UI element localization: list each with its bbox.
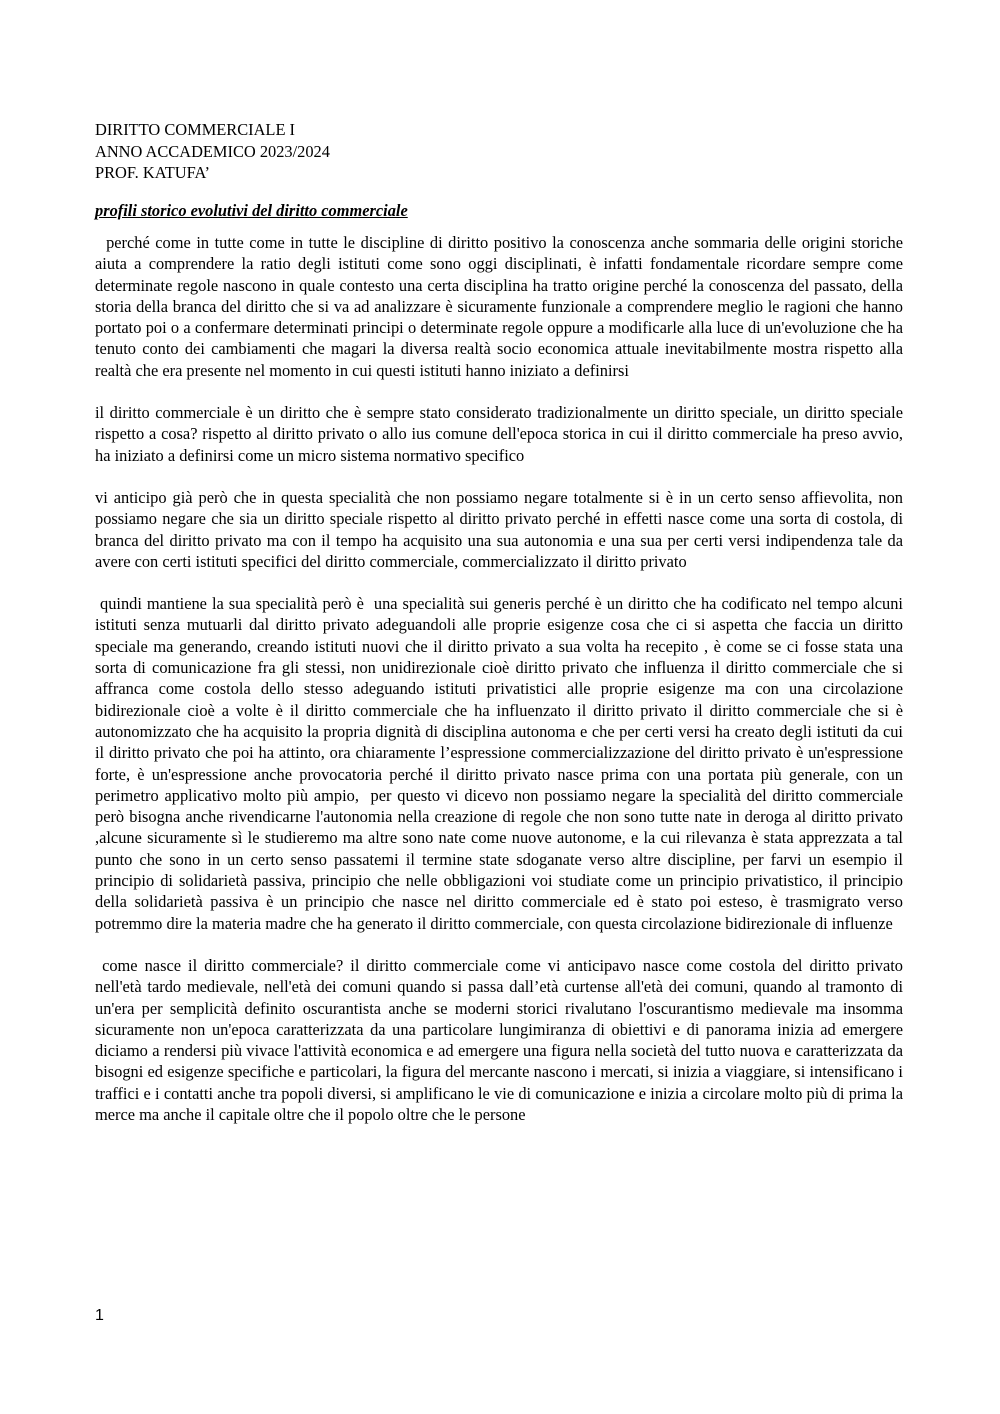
academic-year: ANNO ACCADEMICO 2023/2024 <box>95 141 330 161</box>
page-content <box>95 119 912 1142</box>
paragraph-4: quindi mantiene la sua specialità però è una specialità sui generis perché è un diritto che ha codificato nel tempo alcuni istituti senza mutuarli dal diritto privato adeguandoli alle proprie esigenze cosa che ci si aspetta che faccia un diritto speciale ma generando, creando istituti nuovi che il diritto privato a sua volta ha recepito , è come se ci fosse stata una sorta di comunicazione fra gli stessi, non unidirezionale cioè diritto privato che influenza il diritto commerciale che si affranca come costola dello stesso adeguando istituti privatistici alle proprie esigenze ma con una circolazione bidirezionale cioè a volte è il diritto commerciale che ha influenzato il diritto privato il diritto commerciale che si è autonomizzato che ha acquisito la propria dignità di disciplina autonoma e che per certi versi ha creato degli istituti da cui il diritto privato che poi ha attinto, ora chiaramente l’espressione commercializzazione del diritto privato è un'espressione forte, è un'espressione anche provocatoria perché il diritto privato nasce prima con una portata più generale, con un perimetro applicativo molto più ampio, per questo vi dicevo non possiamo negare la specialità del diritto commerciale però bisogna anche rivendicarne l'autonomia nella creazione di regole che non sono tutte nate in deroga al diritto privato ,alcune sicuramente sì le studieremo ma altre sono nate come nuove autonome, e la cui rilevanza è stata apprezzata a tal punto che sono in un certo senso passatemi il termine state sdoganate verso altre discipline, per farvi un esempio il principio di solidarietà passiva, principio che nelle obbligazioni voi studiate come un principio privatistico, il principio della solidarietà passiva è un principio che nasce nel diritto commerciale ed è stato poi esteso, è trasmigrato verso potremmo dire la materia madre che ha generato il diritto commerciale, con questa circolazione bidirezionale di influenze <box>95 594 912 933</box>
page-number: 1 <box>95 1307 104 1324</box>
paragraph-3: vi anticipo già però che in questa specialità che non possiamo negare totalmente si è in un certo senso affievolita, non possiamo negare che sia un diritto speciale rispetto al diritto privato perché in effetti nasce come una sorta di costola, di branca del diritto privato ma con il tempo ha acquisito una sua autonomia e una sua per certi versi indipendenza tale da avere con certi istituti specifici del diritto commerciale, commercializzato il diritto privato <box>95 487 908 571</box>
course-title: DIRITTO COMMERCIALE I <box>95 120 296 139</box>
professor-name: PROF. KATUFA’ <box>95 163 210 182</box>
section-subtitle: profili storico evolutivi del diritto commerciale <box>95 200 408 220</box>
paragraph-1: perché come in tutte come in tutte le discipline di diritto positivo la conoscenza anche sommaria delle origini storiche aiuta a comprendere la ratio degli istituti come sono oggi disciplinati, è infatti fondamentale ricordare sempre come determinate regole nascono in quale contesto una certa disciplina ha tratto origine perché la conoscenza del passato, della storia della branca del diritto che si va ad analizzare è sicuramente funzionale a comprendere meglio le ragioni che hanno portato poi o a confermare determinati principi o determinate regole oppure a modificarle alla luce di un'evoluzione che ha tenuto conto dei cambiamenti che magari la diversa realtà socio economica attuale inevitabilmente mostra rispetto alla realtà che era presente nel momento in cui questi istituti hanno iniziato a definirsi <box>95 233 908 380</box>
paragraph-2: il diritto commerciale è un diritto che è sempre stato considerato tradizionalmente un diritto speciale, un diritto speciale rispetto a cosa? rispetto al diritto privato o allo ius comune dell'epoca storica in cui il diritto commerciale ha preso avvio, ha iniziato a definirsi come un micro sistema normativo specifico <box>95 403 908 465</box>
paragraph-5: come nasce il diritto commerciale? il diritto commerciale come vi anticipavo nasce come costola del diritto privato nell'età tardo medievale, nell'età dei comuni quando si passa dall’età curtense all'età dei comuni, quando al tramonto di un'era per semplicità definito oscurantista anche se moderni storici rivalutano l'oscurantismo medievale ma insomma sicuramente non un'epoca caratterizzata da una particolare lungimiranza di obiettivi e di panorama inizia ad emergere diciamo a rendersi più vivace l'attività economica e ad emergere una figura nella società del tutto nuova e caratterizzata da bisogni ed esigenze specifiche e particolari, la figura del mercante nascono i mercati, si inizia a viaggiare, si intensificano i traffici e i contatti anche tra popoli diversi, si amplificano le vie di comunicazione e inizia a circolare molto più di prima la merce ma anche il capitale oltre che il popolo oltre che le persone <box>95 955 908 1124</box>
